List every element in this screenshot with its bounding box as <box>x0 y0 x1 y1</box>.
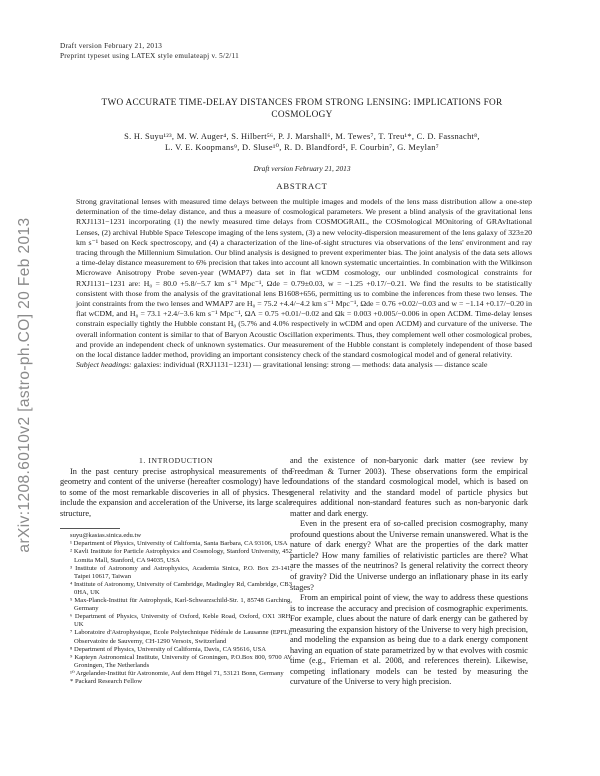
abstract-heading: ABSTRACT <box>276 181 328 191</box>
author-list <box>60 131 544 153</box>
footnote-3: ³ Institute of Astronomy and Astrophysics, Academia Sinica, P.O. Box 23-141, Taipei 10617, Taiwan <box>70 564 292 580</box>
subject-headings <box>76 360 532 370</box>
right-column <box>290 456 528 688</box>
right-paragraph-1: and the existence of non-baryonic dark matter (see review by Freedman & Turner 2003). These observations form the empirical foundations of the standard cosmological model, which is based on general relativity and the standard model of particle physics but requires additional non-standard features such as non-baryonic dark matter and dark energy. <box>290 456 528 518</box>
footnote-6: ⁶ Department of Physics, University of Oxford, Keble Road, Oxford, OX1 3RH, UK <box>70 613 292 629</box>
intro-heading: 1. INTRODUCTION <box>139 456 213 465</box>
footnote-packard: * Packard Research Fellow <box>70 677 142 685</box>
abstract-body <box>76 197 532 370</box>
footnote-email: suyu@kasias.sinica.edu.tw <box>70 532 142 540</box>
authors-line-2: L. V. E. Koopmans⁹, D. Sluse¹⁰, R. D. Blandford⁵, F. Courbin⁷, G. Meylan⁷ <box>165 143 439 152</box>
subject-headings-text: galaxies: individual (RXJ1131−1231) — gravitational lensing: strong — methods: data analysis — distance scale <box>133 360 488 370</box>
footnote-9: ⁹ Kapteyn Astronomical Institute, University of Groningen, P.O.Box 800, 9700 AV Groningen, The Netherlands <box>70 653 292 669</box>
draft-date: Draft version February 21, 2013 <box>253 164 351 173</box>
authors-line-1: S. H. Suyu¹²³, M. W. Auger⁴, S. Hilbert⁵⁶, P. J. Marshall⁶, M. Tewes⁷, T. Treu¹*, C. D. Fassnacht⁸, <box>124 132 480 141</box>
right-paragraph-2: Even in the present era of so-called precision cosmography, many profound questions about the Universe remain unanswered. What is the nature of dark energy? What are the properties of the dark matter particle? How many families of relativistic particles are there? What are the masses of the neutrinos? Is general relativity the correct theory of gravity? Did the Universe undergo an inflationary phase in its early stages? <box>290 519 528 592</box>
running-header-preprint: Preprint typeset using LATEX style emulateapj v. 5/2/11 <box>60 52 240 60</box>
title-line-1: TWO ACCURATE TIME-DELAY DISTANCES FROM STRONG LENSING: IMPLICATIONS FOR <box>101 98 503 108</box>
footnotes <box>60 532 292 686</box>
footnote-10: ¹⁰ Argelander-Institut für Astronomie, Auf dem Hügel 71, 53121 Bonn, Germany <box>70 669 284 677</box>
footnote-7: ⁷ Laboratoire d'Astrophysique, Ecole Polytechnique Fédérale de Lausanne (EPFL), Observatoire de Sauverny, CH-1290 Versoix, Switzerland <box>70 629 292 645</box>
intro-paragraph-1: In the past century precise astrophysical measurements of the geometry and content of the universe (hereafter cosmology) have led to some of the most remarkable discoveries in all of physics. These include the expansion and acceleration of the Universe, its large scale structure, <box>60 466 292 518</box>
footnote-rule <box>60 528 120 529</box>
footnote-5: ⁵ Max-Planck-Institut für Astrophysik, Karl-Schwarzschild-Str. 1, 85748 Garching, Germany <box>70 597 292 613</box>
footnote-2: ² Kavli Institute for Particle Astrophysics and Cosmology, Stanford University, 452 Lomita Mall, Stanford, CA 94035, USA <box>70 548 292 564</box>
footnote-8: ⁸ Department of Physics, University of California, Davis, CA 95616, USA <box>70 645 267 653</box>
arxiv-sidebar <box>12 0 38 776</box>
running-header-draft: Draft version February 21, 2013 <box>60 42 163 50</box>
footnote-4: ⁴ Institute of Astronomy, University of Cambridge, Madingley Rd, Cambridge, CB3 0HA, UK <box>70 580 292 596</box>
subject-headings-label: Subject headings: <box>76 360 132 370</box>
right-paragraph-3: From an empirical point of view, the way to address these questions is to increase the accuracy and precision of cosmographic experiments. For example, clues about the nature of dark energy can be gathered by measuring the expansion history of the Universe to very high precision, and modeling the expansion as being due to a dark energy component having an equation of state parametrized by w that evolves with cosmic time (e.g., Frieman et al. 2008, and references therein). Likewise, competing inflationary models can be tested by measuring the curvature of the Universe to very high precision. <box>290 593 528 687</box>
paper-title <box>60 97 544 121</box>
left-column <box>60 456 292 686</box>
arxiv-id: arXiv:1208.6010v2 [astro-ph.CO] 20 Feb 2013 <box>16 217 33 553</box>
title-line-2: COSMOLOGY <box>271 110 333 120</box>
abstract-text: Strong gravitational lenses with measured time delays between the multiple images and models of the lens mass distribution allow a one-step determination of the time-delay distance, and thus a measure of cosmological parameters. We present a blind analysis of the gravitational lens RXJ1131−1231 incorporating (1) the newly measured time delays from COSMOGRAIL, the COSmological MOnitoring of GRAvItational Lenses, (2) archival Hubble Space Telescope imaging of the lens system, (3) a new velocity-dispersion measurement of the lens galaxy of 323±20 km s⁻¹ based on Keck spectroscopy, and (4) a characterization of the line-of-sight structures via observations of the lens' environment and ray tracing through the Millennium Simulation. Our blind analysis is designed to prevent experimenter bias. The joint analysis of the data sets allows a time-delay distance measurement to 6% precision that takes into account all known systematic uncertainties. In combination with the Wilkinson Microwave Anisotropy Probe seven-year (WMAP7) data set in flat wCDM cosmology, our unblinded cosmological constraints for RXJ1131−1231 are: H₀ = 80.0 +5.8/−5.7 km s⁻¹ Mpc⁻¹, Ωde = 0.79±0.03, w = −1.25 +0.17/−0.21. We find the results to be statistically consistent with those from the analysis of the gravitational lens B1608+656, permitting us to combine the inferences from these two lenses. The joint constraints from the two lenses and WMAP7 are H₀ = 75.2 +4.4/−4.2 km s⁻¹ Mpc⁻¹, Ωde = 0.76 +0.02/−0.03 and w = −1.14 +0.17/−0.20 in flat wCDM, and H₀ = 73.1 +2.4/−3.6 km s⁻¹ Mpc⁻¹, ΩΛ = 0.75 +0.01/−0.02 and Ωk = 0.003 +0.005/−0.006 in open ΛCDM. Time-delay lenses constrain especially tightly the Hubble constant H₀ (5.7% and 4.0% respectively in wCDM and open ΛCDM) and curvature of the universe. The overall information content is similar to that of Baryon Acoustic Oscillation experiments. Thus, they complement well other cosmological probes, and provide an independent check of unknown systematics. Our measurement of the Hubble constant is completely independent of those based on the local distance ladder method, providing an important consistency check of the standard cosmological model and of general relativity. <box>76 197 532 360</box>
footnote-1: ¹ Department of Physics, University of California, Santa Barbara, CA 93106, USA <box>70 540 288 548</box>
